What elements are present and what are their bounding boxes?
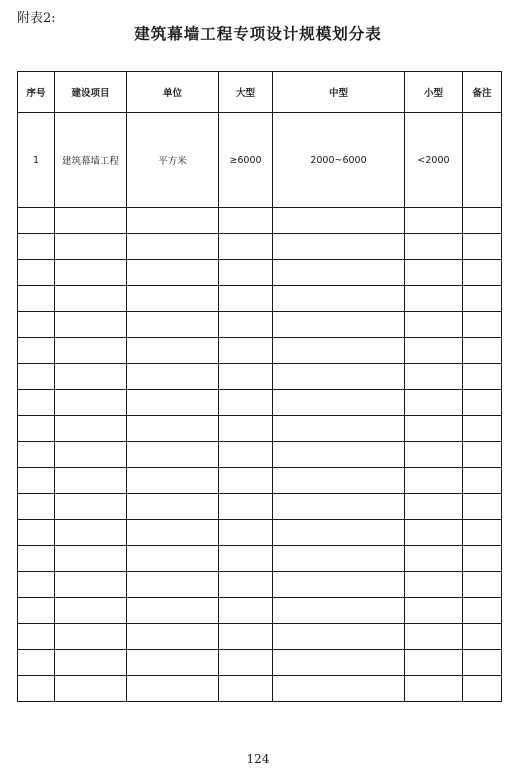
empty-cell [18, 650, 55, 676]
header-unit: 单位 [127, 72, 219, 113]
scale-classification-table [17, 71, 502, 702]
empty-cell [405, 260, 463, 286]
empty-cell [127, 468, 219, 494]
empty-cell [405, 676, 463, 702]
empty-cell [18, 520, 55, 546]
empty-cell [273, 598, 405, 624]
page-number: 124 [246, 752, 270, 766]
empty-cell [273, 312, 405, 338]
empty-cell [273, 520, 405, 546]
empty-cell [55, 286, 127, 312]
empty-cell [405, 572, 463, 598]
empty-cell [18, 676, 55, 702]
empty-cell [273, 416, 405, 442]
empty-cell [273, 338, 405, 364]
empty-cell [463, 468, 502, 494]
cell-small: <2000 [405, 113, 463, 208]
empty-table-row [18, 676, 502, 702]
empty-table-row [18, 442, 502, 468]
empty-cell [219, 520, 273, 546]
empty-cell [463, 650, 502, 676]
empty-table-row [18, 520, 502, 546]
document-title: 建筑幕墙工程专项设计规模划分表 [134, 25, 382, 43]
empty-cell [219, 676, 273, 702]
empty-cell [463, 676, 502, 702]
empty-cell [18, 494, 55, 520]
empty-table-row [18, 364, 502, 390]
empty-cell [405, 494, 463, 520]
empty-cell [219, 650, 273, 676]
empty-cell [273, 390, 405, 416]
empty-cell [273, 234, 405, 260]
empty-cell [219, 468, 273, 494]
empty-cell [127, 624, 219, 650]
empty-table-row [18, 312, 502, 338]
empty-cell [273, 650, 405, 676]
empty-cell [219, 598, 273, 624]
empty-cell [273, 208, 405, 234]
empty-cell [219, 390, 273, 416]
empty-cell [463, 208, 502, 234]
empty-cell [18, 598, 55, 624]
empty-table-row [18, 338, 502, 364]
empty-cell [463, 598, 502, 624]
empty-cell [405, 650, 463, 676]
header-large: 大型 [219, 72, 273, 113]
empty-cell [127, 520, 219, 546]
empty-cell [18, 546, 55, 572]
empty-cell [127, 286, 219, 312]
empty-cell [405, 624, 463, 650]
empty-cell [55, 390, 127, 416]
empty-cell [18, 234, 55, 260]
empty-cell [273, 624, 405, 650]
empty-cell [219, 234, 273, 260]
empty-cell [55, 650, 127, 676]
empty-cell [405, 416, 463, 442]
empty-cell [405, 468, 463, 494]
empty-cell [463, 442, 502, 468]
empty-table-row [18, 546, 502, 572]
empty-cell [219, 260, 273, 286]
empty-cell [405, 286, 463, 312]
empty-cell [18, 624, 55, 650]
header-index: 序号 [18, 72, 55, 113]
attachment-label: 附表2: [17, 11, 56, 26]
empty-table-row [18, 234, 502, 260]
empty-cell [405, 234, 463, 260]
empty-table-row [18, 650, 502, 676]
empty-table-row [18, 208, 502, 234]
empty-cell [273, 442, 405, 468]
cell-project: 建筑幕墙工程 [55, 113, 127, 208]
empty-cell [405, 364, 463, 390]
empty-table-row [18, 624, 502, 650]
empty-cell [18, 364, 55, 390]
empty-table-row [18, 572, 502, 598]
empty-cell [219, 208, 273, 234]
empty-table-row [18, 494, 502, 520]
empty-cell [127, 650, 219, 676]
empty-cell [273, 572, 405, 598]
empty-cell [55, 520, 127, 546]
empty-cell [55, 260, 127, 286]
empty-table-row [18, 598, 502, 624]
empty-cell [219, 286, 273, 312]
empty-cell [127, 338, 219, 364]
empty-cell [219, 364, 273, 390]
empty-cell [463, 364, 502, 390]
empty-cell [55, 676, 127, 702]
header-remarks: 备注 [463, 72, 502, 113]
empty-cell [405, 546, 463, 572]
empty-cell [219, 494, 273, 520]
empty-cell [463, 546, 502, 572]
empty-cell [55, 572, 127, 598]
cell-large: ≥6000 [219, 113, 273, 208]
cell-medium: 2000~6000 [273, 113, 405, 208]
empty-cell [219, 624, 273, 650]
empty-cell [463, 520, 502, 546]
header-project: 建设项目 [55, 72, 127, 113]
empty-cell [463, 260, 502, 286]
empty-cell [219, 312, 273, 338]
empty-cell [127, 442, 219, 468]
empty-cell [18, 442, 55, 468]
empty-cell [463, 572, 502, 598]
empty-cell [219, 442, 273, 468]
cell-remarks [463, 113, 502, 208]
empty-cell [55, 364, 127, 390]
empty-cell [273, 286, 405, 312]
cell-index: 1 [18, 113, 55, 208]
empty-cell [18, 312, 55, 338]
empty-cell [219, 338, 273, 364]
empty-cell [219, 546, 273, 572]
empty-cell [18, 338, 55, 364]
empty-table-row [18, 416, 502, 442]
cell-unit: 平方米 [127, 113, 219, 208]
empty-cell [55, 442, 127, 468]
empty-cell [463, 338, 502, 364]
empty-cell [463, 286, 502, 312]
empty-table-row [18, 260, 502, 286]
empty-cell [273, 364, 405, 390]
empty-cell [55, 338, 127, 364]
empty-cell [127, 676, 219, 702]
empty-cell [127, 416, 219, 442]
empty-cell [463, 494, 502, 520]
empty-cell [463, 416, 502, 442]
empty-cell [219, 416, 273, 442]
empty-cell [127, 546, 219, 572]
empty-cell [18, 468, 55, 494]
empty-cell [18, 390, 55, 416]
empty-cell [55, 598, 127, 624]
empty-cell [463, 624, 502, 650]
empty-cell [463, 312, 502, 338]
empty-cell [55, 468, 127, 494]
empty-cell [18, 572, 55, 598]
empty-cell [18, 208, 55, 234]
empty-cell [127, 364, 219, 390]
empty-cell [127, 234, 219, 260]
header-small: 小型 [405, 72, 463, 113]
empty-cell [55, 234, 127, 260]
empty-cell [273, 676, 405, 702]
empty-table-row [18, 390, 502, 416]
header-medium: 中型 [273, 72, 405, 113]
empty-table-row [18, 286, 502, 312]
empty-cell [127, 572, 219, 598]
empty-cell [55, 416, 127, 442]
empty-cell [18, 260, 55, 286]
empty-cell [463, 390, 502, 416]
header-row [18, 72, 502, 113]
empty-cell [405, 338, 463, 364]
empty-cell [405, 520, 463, 546]
empty-cell [55, 312, 127, 338]
empty-table-row [18, 468, 502, 494]
empty-cell [219, 572, 273, 598]
empty-cell [273, 494, 405, 520]
empty-cell [405, 442, 463, 468]
empty-cell [405, 390, 463, 416]
empty-cell [405, 598, 463, 624]
empty-cell [405, 208, 463, 234]
empty-cell [127, 494, 219, 520]
table-row [18, 113, 502, 208]
empty-cell [127, 312, 219, 338]
empty-cell [405, 312, 463, 338]
empty-cell [127, 260, 219, 286]
empty-cell [273, 546, 405, 572]
empty-cell [55, 546, 127, 572]
empty-cell [463, 234, 502, 260]
empty-cell [127, 208, 219, 234]
empty-cell [55, 494, 127, 520]
empty-cell [273, 468, 405, 494]
empty-cell [127, 390, 219, 416]
empty-cell [273, 260, 405, 286]
empty-cell [55, 624, 127, 650]
empty-cell [55, 208, 127, 234]
empty-cell [18, 286, 55, 312]
empty-cell [18, 416, 55, 442]
empty-cell [127, 598, 219, 624]
